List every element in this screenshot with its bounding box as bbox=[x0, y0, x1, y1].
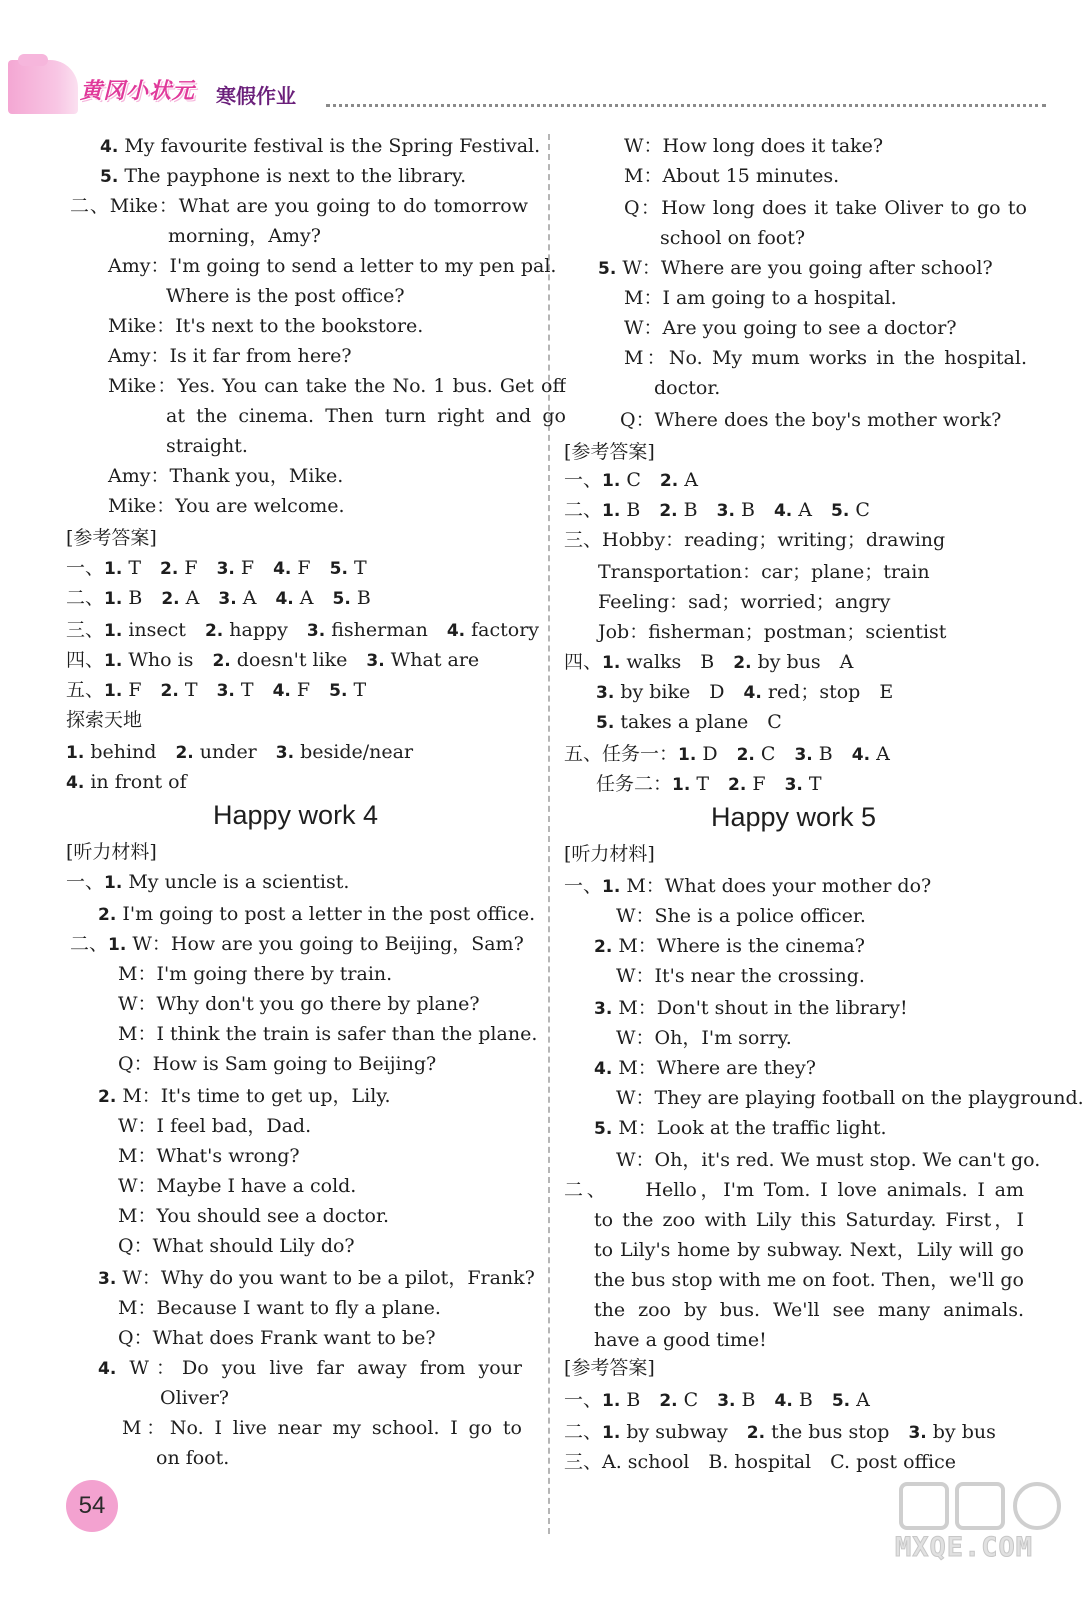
left-text-line: 4. in front of bbox=[66, 771, 187, 793]
right-text-line: to the zoo with Lily this Saturday. First，I bbox=[594, 1209, 1024, 1231]
right-text-line: school on foot? bbox=[660, 227, 806, 249]
left-text-line: on foot. bbox=[156, 1447, 230, 1469]
watermark-logo bbox=[895, 1478, 1065, 1588]
left-text-line: [参考答案] bbox=[66, 527, 157, 549]
right-text-line: 5. takes a plane C bbox=[596, 711, 782, 733]
left-text-line: 二、1. B 2. A 3. A 4. A 5. B bbox=[66, 587, 371, 609]
right-text-line: W：Oh，it's red. We must stop. We can't go. bbox=[616, 1149, 1041, 1171]
right-text-line: 二、1. B 2. B 3. B 4. A 5. C bbox=[564, 499, 870, 521]
right-text-line: 五、任务一：1. D 2. C 3. B 4. A bbox=[564, 743, 890, 765]
column-divider bbox=[548, 134, 550, 1534]
right-text-line: W：Oh，I'm sorry. bbox=[616, 1027, 792, 1049]
right-text-line: 3. M：Don't shout in the library! bbox=[594, 997, 908, 1019]
left-text-line: morning，Amy? bbox=[168, 225, 321, 247]
right-text-line: 二、1. by subway 2. the bus stop 3. by bus bbox=[564, 1421, 996, 1443]
left-text-line: 三、1. insect 2. happy 3. fisherman 4. factory bbox=[66, 619, 540, 641]
left-text-line: 2. M：It's time to get up，Lily. bbox=[98, 1085, 391, 1107]
section-title: Happy work 5 bbox=[711, 802, 877, 832]
left-text-line: 二、Mike：What are you going to do tomorrow bbox=[70, 195, 528, 217]
right-text-line: 一、1. B 2. C 3. B 4. B 5. A bbox=[564, 1389, 870, 1411]
right-text-line: W：They are playing football on the playground. bbox=[616, 1087, 1084, 1109]
right-text-line: W：It's near the crossing. bbox=[616, 965, 865, 987]
left-text-line: 四、1. Who is 2. doesn't like 3. What are bbox=[66, 649, 480, 671]
left-text-line: straight. bbox=[166, 435, 248, 457]
left-text-line: 2. I'm going to post a letter in the post office. bbox=[98, 903, 536, 925]
header-dotted-rule bbox=[326, 104, 1046, 107]
left-text-line: Q：What should Lily do? bbox=[118, 1235, 355, 1257]
left-text-line: Amy：I'm going to send a letter to my pen pal. bbox=[108, 255, 557, 277]
watermark-icon bbox=[895, 1478, 1065, 1538]
right-text-line: M：About 15 minutes. bbox=[624, 165, 840, 187]
right-text-line: 5. M：Look at the traffic light. bbox=[594, 1117, 887, 1139]
right-text-line: W：Are you going to see a doctor? bbox=[624, 317, 957, 339]
left-text-line: M：I'm going there by train. bbox=[118, 963, 393, 985]
left-text-line: M：What's wrong? bbox=[118, 1145, 300, 1167]
right-text-line: [参考答案] bbox=[564, 1357, 655, 1379]
left-text-line: W：Why don't you go there by plane? bbox=[118, 993, 480, 1015]
left-text-line: W：I feel bad，Dad. bbox=[118, 1115, 312, 1137]
left-text-line: M：I think the train is safer than the plane. bbox=[118, 1023, 538, 1045]
brand-logo: 黄冈小状元 bbox=[80, 79, 196, 104]
left-text-line: Amy：Thank you，Mike. bbox=[108, 465, 344, 487]
left-text-line: M：Because I want to fly a plane. bbox=[118, 1297, 441, 1319]
left-text-line: 五、1. F 2. T 3. T 4. F 5. T bbox=[66, 679, 367, 701]
right-text-line: 一、1. M：What does your mother do? bbox=[564, 875, 932, 897]
left-text-line: 4. My favourite festival is the Spring Festival. bbox=[100, 135, 541, 157]
left-text-line: Mike：It's next to the bookstore. bbox=[108, 315, 424, 337]
right-text-line: Feeling：sad；worried；angry bbox=[598, 591, 891, 613]
left-text-line: Q：What does Frank want to be? bbox=[118, 1327, 436, 1349]
right-text-line: 任务二：1. T 2. F 3. T bbox=[596, 773, 822, 795]
left-text-line: Where is the post office? bbox=[166, 285, 405, 307]
right-text-line: M：I am going to a hospital. bbox=[624, 287, 897, 309]
right-text-line: the bus stop with me on foot. Then，we'll go bbox=[594, 1269, 1024, 1291]
right-text-line: M：No. My mum works in the hospital. bbox=[624, 347, 1027, 369]
right-text-line: W：How long does it take? bbox=[624, 135, 884, 157]
left-text-line: 3. W：Why do you want to be a pilot，Frank? bbox=[98, 1267, 535, 1289]
left-text-line: 5. The payphone is next to the library. bbox=[100, 165, 467, 187]
right-text-line: 3. by bike D 4. red；stop E bbox=[596, 681, 894, 703]
right-text-line: have a good time! bbox=[594, 1329, 767, 1351]
right-text-line: [参考答案] bbox=[564, 441, 655, 463]
right-text-line: doctor. bbox=[654, 377, 721, 399]
right-text-line: 三、A. school B. hospital C. post office bbox=[564, 1451, 956, 1473]
left-text-line: Amy：Is it far from here? bbox=[108, 345, 352, 367]
right-text-line: the zoo by bus. We'll see many animals. bbox=[594, 1299, 1024, 1321]
right-text-line: W：She is a police officer. bbox=[616, 905, 866, 927]
right-text-line: to Lily's home by subway. Next，Lily will go bbox=[594, 1239, 1024, 1261]
left-text-line: Mike：You are welcome. bbox=[108, 495, 345, 517]
watermark-text: MXQE.COM bbox=[895, 1532, 1034, 1563]
section-title: Happy work 4 bbox=[213, 800, 379, 830]
left-text-line: 4. W：Do you live far away from your bbox=[98, 1357, 522, 1379]
right-text-line: 三、Hobby：reading；writing；drawing bbox=[564, 529, 946, 551]
left-text-line: [听力材料] bbox=[66, 841, 157, 863]
left-text-line: W：Maybe I have a cold. bbox=[118, 1175, 357, 1197]
right-text-line: 5. W：Where are you going after school? bbox=[598, 257, 993, 279]
left-text-line: Q：How is Sam going to Beijing? bbox=[118, 1053, 437, 1075]
page-header bbox=[0, 0, 1090, 120]
right-text-line: 一、1. C 2. A bbox=[564, 469, 698, 491]
left-text-line: 二、1. W：How are you going to Beijing，Sam? bbox=[70, 933, 524, 955]
right-text-line: [听力材料] bbox=[564, 843, 655, 865]
left-text-line: Oliver? bbox=[160, 1387, 229, 1409]
right-text-line: Q：Where does the boy's mother work? bbox=[620, 409, 1002, 431]
series-title: 寒假作业 bbox=[216, 84, 296, 108]
right-text-line: Q：How long does it take Oliver to go to bbox=[624, 197, 1027, 219]
left-text-line: M：No. I live near my school. I go to bbox=[122, 1417, 522, 1439]
right-text-line: 4. M：Where are they? bbox=[594, 1057, 816, 1079]
left-text-line: 探索天地 bbox=[66, 709, 143, 731]
page-number: 54 bbox=[66, 1480, 118, 1532]
left-text-line: Mike：Yes. You can take the No. 1 bus. Get off bbox=[108, 375, 566, 397]
left-text-line: M：You should see a doctor. bbox=[118, 1205, 390, 1227]
header-decoration bbox=[8, 60, 78, 114]
right-text-line: Job：fisherman；postman；scientist bbox=[598, 621, 947, 643]
right-text-line: Transportation：car；plane；train bbox=[598, 561, 930, 583]
left-text-line: 一、1. My uncle is a scientist. bbox=[66, 871, 350, 893]
right-text-line: 四、1. walks B 2. by bus A bbox=[564, 651, 854, 673]
left-text-line: at the cinema. Then turn right and go bbox=[166, 405, 566, 427]
left-text-line: 一、1. T 2. F 3. F 4. F 5. T bbox=[66, 557, 367, 579]
right-text-line: 2. M：Where is the cinema? bbox=[594, 935, 865, 957]
right-text-line: 二、 Hello，I'm Tom. I love animals. I am bbox=[564, 1179, 1024, 1201]
left-text-line: 1. behind 2. under 3. beside/near bbox=[66, 741, 414, 763]
